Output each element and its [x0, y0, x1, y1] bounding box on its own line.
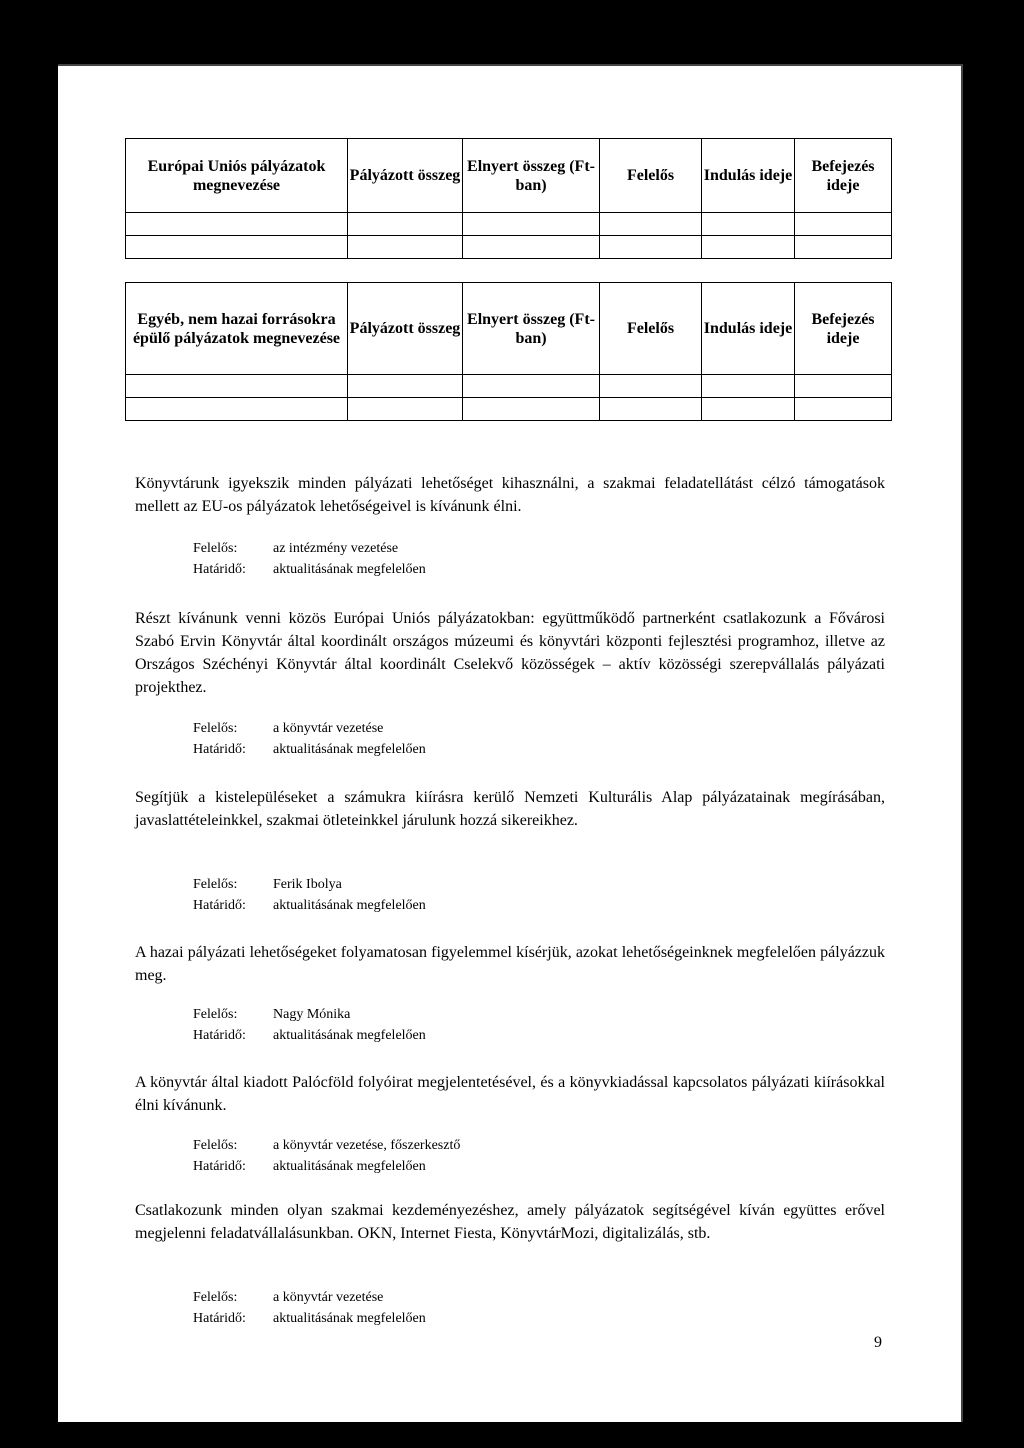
- paragraph-2: Részt kívánunk venni közös Európai Uniós pályázatokban: együttműködő partnerként csatlakozunk a Fővárosi Szabó Ervin Könyvtár által koordinált országos múzeumi és könyvtári központi fejlesztési programhoz, illetve az Országos Széchényi Könyvtár által koordinált Cselekvő közösségek – aktív közösségi szerepvállalás pályázati projekthez.: [135, 610, 885, 696]
- col-header-won-amount: Elnyert összeg (Ft-ban): [463, 139, 600, 213]
- col-header-end: Befejezés ideje: [795, 283, 892, 375]
- paragraph-4: A hazai pályázati lehetőségeket folyamatosan figyelemmel kísérjük, azokat lehetőségeinknek megfelelően pályázzuk meg.: [135, 944, 885, 984]
- hatarido-label: Határidő:: [193, 898, 246, 913]
- col-header-end: Befejezés ideje: [795, 139, 892, 213]
- hatarido-value: aktualitásának megfelelően: [273, 898, 426, 913]
- col-header-applied-amount: Pályázott összeg: [348, 139, 463, 213]
- col-header-start: Indulás ideje: [702, 283, 795, 375]
- felelos-label: Felelős:: [193, 721, 238, 736]
- col-header-responsible: Felelős: [600, 139, 702, 213]
- felelos-label: Felelős:: [193, 1290, 238, 1305]
- felelos-label: Felelős:: [193, 1138, 238, 1153]
- col-header-start: Indulás ideje: [702, 139, 795, 213]
- felelos-value: a könyvtár vezetése: [273, 721, 384, 736]
- eu-applications-table: [125, 138, 892, 259]
- table-row: [126, 236, 892, 259]
- hatarido-label: Határidő:: [193, 562, 246, 577]
- felelos-value: a könyvtár vezetése: [273, 1290, 384, 1305]
- paragraph-5: A könyvtár által kiadott Palócföld folyóirat megjelentetésével, és a könyvkiadással kapcsolatos pályázati kiírásokkal élni kívánunk.: [135, 1074, 885, 1114]
- paragraph-1: Könyvtárunk igyekszik minden pályázati lehetőséget kihasználni, a szakmai feladatellátást célzó támogatások mellett az EU-os pályázatok lehetőségeivel is kívánunk élni.: [135, 475, 885, 515]
- hatarido-label: Határidő:: [193, 1311, 246, 1326]
- responsibility-block-2: [193, 718, 426, 760]
- other-applications-table: [125, 282, 892, 421]
- responsibility-block-4: [193, 1004, 426, 1046]
- felelos-value: az intézmény vezetése: [273, 541, 399, 556]
- felelos-label: Felelős:: [193, 877, 238, 892]
- responsibility-block-3: [193, 874, 426, 916]
- felelos-label: Felelős:: [193, 541, 238, 556]
- hatarido-label: Határidő:: [193, 742, 246, 757]
- table-row: [126, 375, 892, 398]
- col-header-applied-amount: Pályázott összeg: [348, 283, 463, 375]
- hatarido-value: aktualitásának megfelelően: [273, 562, 426, 577]
- responsibility-block-1: [193, 538, 426, 580]
- table-row: [126, 398, 892, 421]
- table-header-row: [126, 283, 892, 375]
- hatarido-value: aktualitásának megfelelően: [273, 742, 426, 757]
- page-number: 9: [874, 1334, 882, 1351]
- paragraph-6: Csatlakozunk minden olyan szakmai kezdeményezéshez, amely pályázatok segítségével kíván együttes erővel megjelenni feladatvállalásunkban. OKN, Internet Fiesta, KönyvtárMozi, digitalizálás, stb.: [135, 1202, 885, 1242]
- hatarido-value: aktualitásának megfelelően: [273, 1311, 426, 1326]
- felelos-value: Nagy Mónika: [273, 1007, 351, 1022]
- hatarido-value: aktualitásának megfelelően: [273, 1028, 426, 1043]
- col-header-responsible: Felelős: [600, 283, 702, 375]
- col-header-name: Egyéb, nem hazai forrásokra épülő pályázatok megnevezése: [126, 283, 348, 375]
- hatarido-value: aktualitásának megfelelően: [273, 1159, 426, 1174]
- paragraph-3: Segítjük a kistelepüléseket a számukra kiírásra kerülő Nemzeti Kulturális Alap pályázatainak megírásában, javaslattételeinkkel, szakmai ötleteinkkel járulunk hozzá sikereikhez.: [135, 789, 885, 829]
- responsibility-block-6: [193, 1287, 426, 1329]
- document-page: [58, 64, 963, 1422]
- hatarido-label: Határidő:: [193, 1159, 246, 1174]
- responsibility-block-5: [193, 1135, 460, 1177]
- table-row: [126, 213, 892, 236]
- felelos-label: Felelős:: [193, 1007, 238, 1022]
- hatarido-label: Határidő:: [193, 1028, 246, 1043]
- felelos-value: Ferik Ibolya: [273, 877, 342, 892]
- col-header-won-amount: Elnyert összeg (Ft-ban): [463, 283, 600, 375]
- col-header-name: Európai Uniós pályázatok megnevezése: [126, 139, 348, 213]
- felelos-value: a könyvtár vezetése, főszerkesztő: [273, 1138, 461, 1153]
- table-header-row: [126, 139, 892, 213]
